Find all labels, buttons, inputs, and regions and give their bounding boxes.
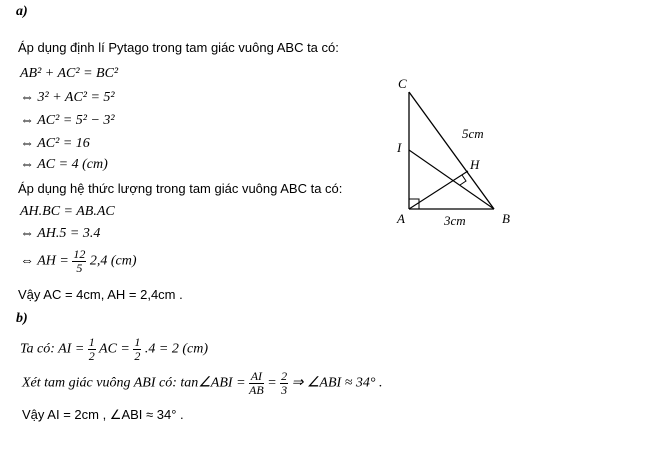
ah-num: 12 (73, 247, 86, 261)
part-b-conclusion: Vậy AI = 2cm , ∠ABI ≈ 34° . (22, 407, 184, 422)
tan-frac2-num: 2 (281, 369, 288, 383)
part-a-intro2: Áp dụng hệ thức lượng trong tam giác vuông ABC ta có: (18, 181, 343, 196)
point-i-label: I (397, 140, 402, 155)
tan-prefix: Xét tam giác vuông ABI có: tan∠ABI = (22, 375, 246, 391)
tan-frac2-den: 3 (281, 383, 288, 397)
ai-frac1-num: 1 (88, 335, 95, 349)
tan-frac1-den: AB (249, 383, 264, 397)
step-4: ⇔ AC² = 16 (20, 136, 90, 151)
ai-suffix: .4 = 2 (cm) (144, 341, 208, 357)
step-2: ⇔ 3² + AC² = 5² (20, 90, 115, 105)
ai-prefix: Ta có: AI = (20, 341, 85, 357)
ai-mid: AC = (99, 341, 130, 357)
ai-frac1-den: 2 (88, 349, 95, 363)
ah-suffix: 2,4 (cm) (89, 253, 137, 269)
step2-1: AH.BC = AB.AC (20, 204, 115, 219)
tan-eq: = (267, 375, 277, 391)
point-b-label: B (502, 211, 510, 226)
ai-frac2-num: 1 (134, 335, 141, 349)
tan-suffix: ⇒ ∠ABI ≈ 34° . (291, 375, 383, 391)
tan-frac1-num: AI (250, 369, 263, 383)
step-5: ⇔ AC = 4 (cm) (20, 157, 108, 172)
step-1: AB² + AC² = BC² (20, 66, 119, 81)
right-angle-h (460, 175, 466, 185)
part-b-label: b) (16, 311, 28, 326)
label-bc-length: 5cm (462, 126, 484, 141)
step2-2: ⇔ AH.5 = 3.4 (20, 226, 101, 241)
step-3: ⇔ AC² = 5² − 3² (20, 113, 115, 128)
altitude-ah (409, 171, 468, 209)
point-c-label: C (398, 76, 407, 91)
ai-frac2-den: 2 (134, 349, 141, 363)
point-h-label: H (470, 157, 480, 172)
part-a-intro: Áp dụng định lí Pytago trong tam giác vuông ABC ta có: (18, 40, 339, 55)
point-a-label: A (397, 211, 405, 226)
ah-den: 5 (76, 261, 83, 275)
label-ab-length: 3cm (444, 213, 466, 228)
part-a-label: a) (16, 4, 28, 19)
part-a-conclusion: Vậy AC = 4cm, AH = 2,4cm . (18, 287, 183, 302)
side-bc (409, 92, 494, 209)
ah-prefix: ⇔ AH = (20, 253, 69, 269)
